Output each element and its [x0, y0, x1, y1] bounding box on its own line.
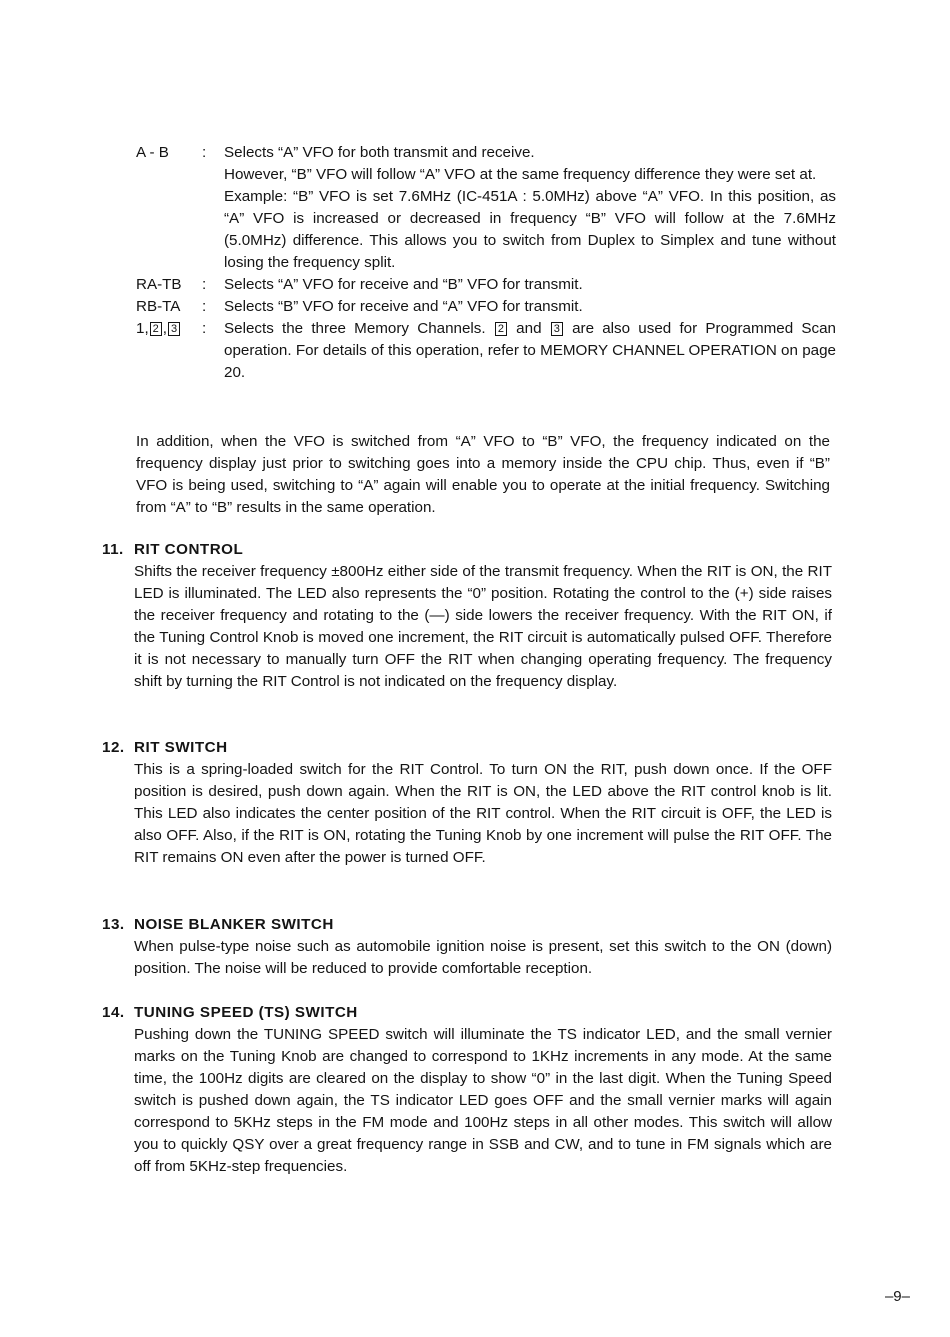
definition-description [224, 142, 836, 274]
definition-term: RB-TA [136, 298, 181, 315]
intro-paragraph: In addition, when the VFO is switched from “A” VFO to “B” VFO, the frequency indicated on the frequency display just prior to switching goes into a memory inside the CPU chip. Thus, even if “B” VFO is being used, switching to “A” again will enable you to operate at the initial frequency. Switching from “A” to “B” results in the same operation. [136, 433, 830, 516]
term-part: 1, [136, 320, 149, 337]
definition-line: However, “B” VFO will follow “A” VFO at the same frequency difference they were set at. [224, 166, 817, 183]
definition-ra-tb [136, 274, 836, 296]
key-2-box: 2 [495, 322, 507, 336]
desc-part: are also used for Programmed Scan operation. For details of this operation, refer to MEMORY CHANNEL OPERATION on page 20. [224, 320, 836, 381]
key-2-box: 2 [150, 322, 162, 336]
definition-description [224, 318, 836, 384]
section-heading [102, 737, 832, 759]
desc-part: Selects the three Memory Channels. [224, 320, 494, 337]
section-rit-control [102, 539, 832, 693]
section-title: TUNING SPEED (TS) SWITCH [134, 1004, 358, 1021]
key-3-box: 3 [551, 322, 563, 336]
definition-memory-channels [136, 318, 836, 384]
definition-description [224, 296, 836, 318]
colon: : [202, 298, 207, 315]
definition-a-b [136, 142, 836, 274]
definition-line: Example: “B” VFO is set 7.6MHz (IC-451A : 5.0MHz) above “A” VFO. In this position, as “A” VFO is increased or decreased in frequency “B” VFO will follow at the 7.6MHz (5.0MHz) difference. This allows you to switch from Duplex to Simplex and tune without losing the frequency split. [224, 188, 836, 271]
definition-term: RA-TB [136, 276, 182, 293]
section-noise-blanker-switch [102, 914, 832, 980]
section-number: 14. [102, 1004, 125, 1021]
section-title: NOISE BLANKER SWITCH [134, 916, 334, 933]
definition-line: Selects “A” VFO for both transmit and receive. [224, 144, 535, 161]
term-part: , [162, 320, 168, 337]
definition-term: A - B [136, 144, 169, 161]
key-3-box: 3 [168, 322, 180, 336]
definition-term [136, 318, 198, 340]
section-number: 11. [102, 541, 124, 558]
vfo-definitions [136, 142, 836, 384]
section-heading [102, 1002, 832, 1024]
section-rit-switch [102, 737, 832, 869]
definition-line: Selects “A” VFO for receive and “B” VFO for transmit. [224, 276, 583, 293]
section-body: When pulse-type noise such as automobile ignition noise is present, set this switch to the ON (down) position. The noise will be reduced to provide comfortable reception. [134, 938, 832, 977]
section-heading [102, 539, 832, 561]
desc-part: and [507, 320, 550, 337]
definition-rb-ta [136, 296, 836, 318]
section-title: RIT CONTROL [134, 541, 244, 558]
colon: : [202, 144, 207, 161]
section-body: Pushing down the TUNING SPEED switch will illuminate the TS indicator LED, and the small vernier marks on the Tuning Knob are changed to correspond to 1KHz increments in any mode. At the same time, the 100Hz digits are cleared on the display to show “0” in the last digit. When the Tuning Speed switch is pushed down again, the TS indicator LED goes OFF and the small vernier marks will again correspond to 5KHz steps in the FM mode and 100Hz steps in all other modes. This switch will allow you to quickly QSY over a great frequency range in SSB and CW, and to tune in FM signals which are off from 5KHz-step frequencies. [134, 1026, 832, 1175]
definition-description [224, 274, 836, 296]
section-heading [102, 914, 832, 936]
section-body: This is a spring-loaded switch for the RIT Control. To turn ON the RIT, push down once. If the OFF position is desired, push down again. When the RIT is ON, the LED above the RIT control knob is lit. This LED also indicates the center position of the RIT control. When the RIT circuit is OFF, the LED is also OFF. Also, if the RIT is ON, rotating the Tuning Knob by one increment will pulse the RIT OFF. The RIT remains ON even after the power is turned OFF. [134, 761, 832, 866]
definition-line: Selects “B” VFO for receive and “A” VFO for transmit. [224, 298, 583, 315]
section-tuning-speed-switch [102, 1002, 832, 1178]
section-number: 13. [102, 916, 125, 933]
section-title: RIT SWITCH [134, 739, 228, 756]
page-number: –9– [884, 1288, 910, 1305]
colon: : [202, 276, 207, 293]
colon: : [202, 320, 207, 337]
section-number: 12. [102, 739, 125, 756]
definition-line [224, 318, 836, 384]
section-body: Shifts the receiver frequency ±800Hz either side of the transmit frequency. When the RIT is ON, the RIT LED is illuminated. The LED also represents the “0” position. Rotating the control to the (+) side raises the receiver frequency and rotating to the (—) side lowers the receiver frequency. With the RIT ON, if the Tuning Control Knob is moved one increment, the RIT circuit is automatically pulsed OFF. Therefore it is not necessary to manually turn OFF the RIT when changing operating frequency. The frequency shift by turning the RIT Control is not indicated on the frequency display. [134, 563, 832, 690]
